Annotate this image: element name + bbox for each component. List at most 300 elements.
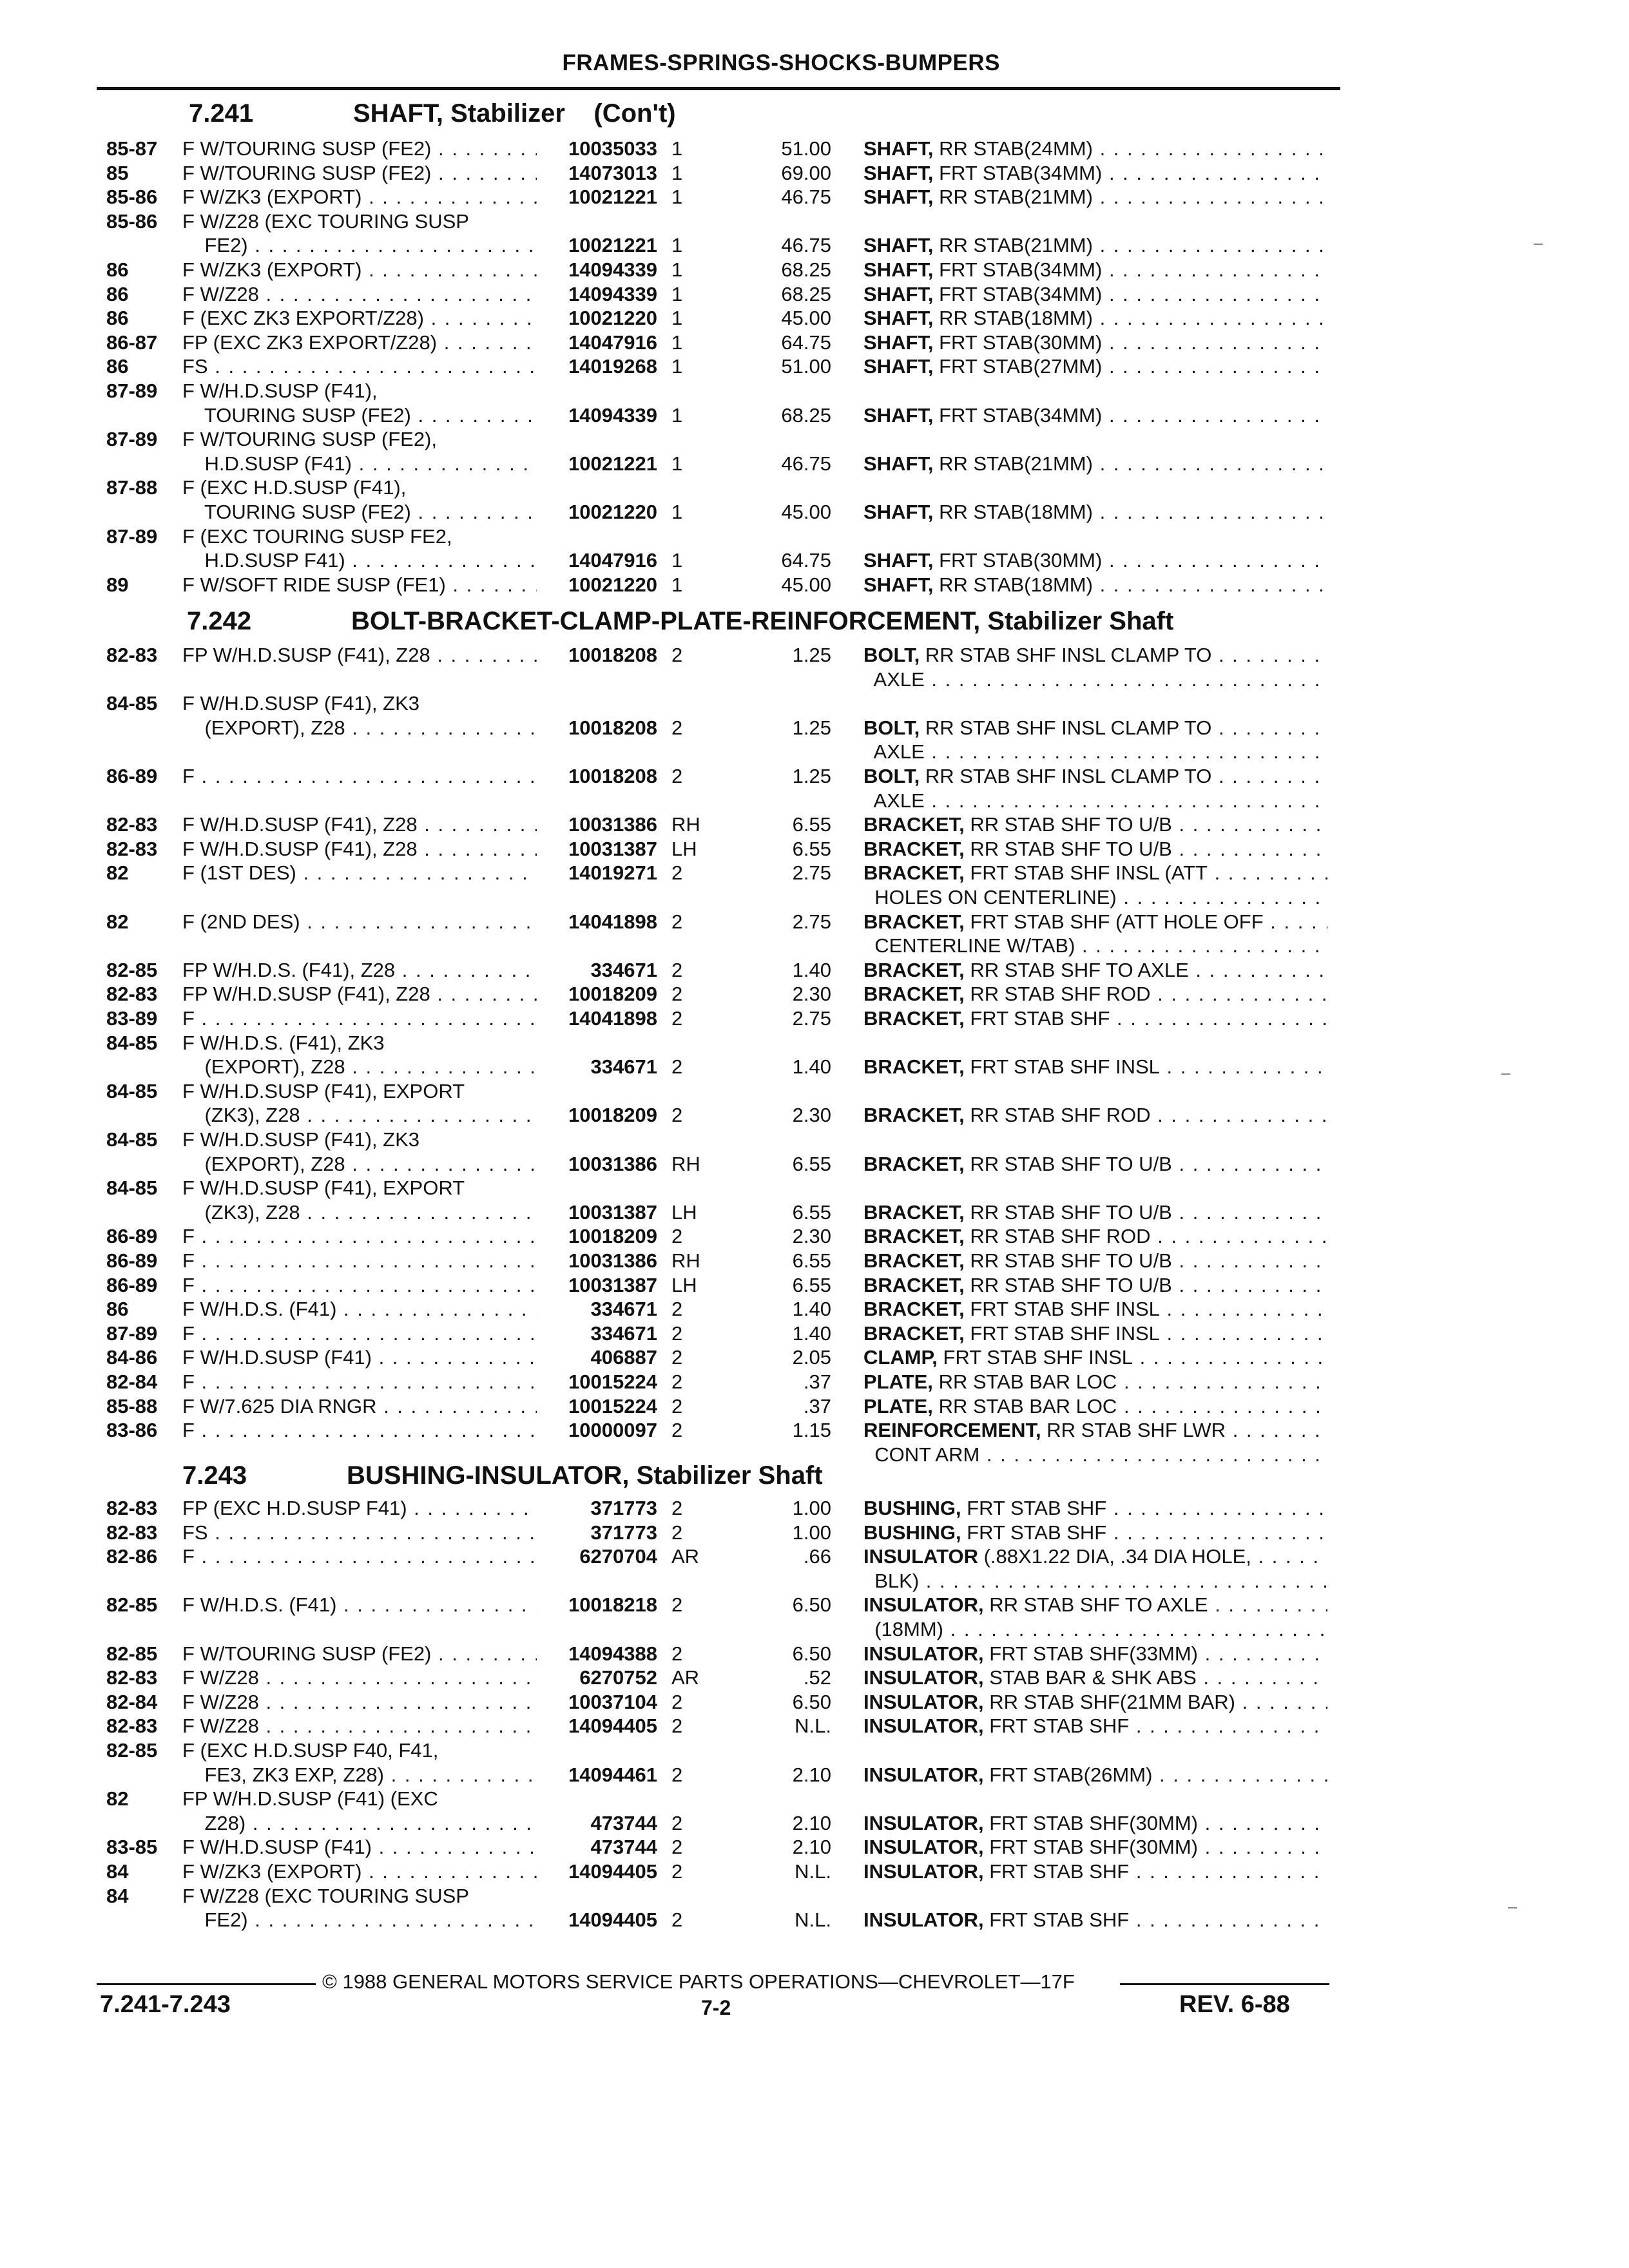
part-detail: FRT STAB(34MM) [939, 403, 1103, 427]
application: FE2) . . . [182, 1908, 537, 1932]
copyright-notice: © 1988 GENERAL MOTORS SERVICE PARTS OPERATIONS—CHEVROLET—17F [322, 1970, 1075, 1993]
application: F (1ST DES) . . . [182, 861, 537, 885]
application: F . . . [182, 1006, 537, 1031]
part-noun: BRACKET, [863, 813, 965, 836]
part-description [863, 1642, 1327, 1666]
part-number: 14047916 [568, 549, 657, 572]
part-description [863, 185, 1327, 209]
quantity: 1 [671, 161, 683, 184]
part-number: 371773 [590, 1497, 657, 1519]
part-description [863, 837, 1327, 861]
part-noun: INSULATOR [863, 1545, 978, 1568]
part-description [863, 910, 1327, 934]
application: TOURING SUSP (FE2) . . . [182, 403, 537, 428]
part-description [863, 1714, 1327, 1738]
price: 1.00 [792, 1497, 831, 1519]
part-description [863, 982, 1327, 1006]
part-description [863, 548, 1327, 573]
part-noun: BRACKET, [863, 983, 965, 1006]
model-years: 83-89 [106, 1007, 158, 1030]
part-number: 10018209 [568, 1104, 657, 1127]
part-detail: FRT STAB SHF [967, 1521, 1107, 1544]
part-detail: RR STAB SHF LWR [1046, 1419, 1226, 1442]
quantity: 1 [671, 186, 683, 209]
part-detail: AXLE [863, 740, 925, 764]
model-years: 86-89 [106, 1273, 158, 1296]
quantity: 2 [671, 1104, 683, 1127]
part-number: 10021221 [568, 234, 657, 257]
price: 6.50 [792, 1690, 831, 1713]
part-detail: RR STAB(21MM) [939, 234, 1093, 257]
part-number: 10021221 [568, 186, 657, 209]
part-noun: BRACKET, [863, 1249, 965, 1272]
part-detail: FRT STAB(34MM) [939, 258, 1103, 281]
part-description [863, 1763, 1327, 1787]
model-years: 86 [106, 307, 129, 330]
model-years: 86-89 [106, 1225, 158, 1248]
model-years: 86-89 [106, 765, 158, 787]
price: 46.75 [781, 234, 831, 257]
application: F W/H.D.SUSP (F41), ZK3 [182, 1128, 420, 1151]
part-noun: BOLT, [863, 716, 920, 739]
model-years: 84-86 [106, 1346, 158, 1369]
part-detail: FRT STAB SHF INSL [970, 1321, 1160, 1345]
quantity: LH [671, 1200, 697, 1224]
part-detail: RR STAB(18MM) [939, 573, 1093, 596]
model-years: 82 [106, 861, 129, 885]
part-number: 10031387 [568, 1273, 657, 1296]
application: Z28) . . . [182, 1811, 537, 1836]
part-description [863, 861, 1327, 885]
application: F W/H.D.SUSP (F41), EXPORT [182, 1079, 465, 1102]
quantity: 2 [671, 716, 683, 739]
part-noun: INSULATOR, [863, 1811, 984, 1834]
price: 2.10 [792, 1763, 831, 1786]
part-number: 10015224 [568, 1370, 657, 1393]
part-number: 14094339 [568, 403, 657, 427]
model-years: 87-89 [106, 428, 158, 451]
application: F W/H.D.SUSP (F41), ZK3 [182, 692, 420, 715]
quantity: RH [671, 1249, 700, 1272]
part-noun: SHAFT, [863, 137, 934, 160]
part-number: 14041898 [568, 1007, 657, 1030]
price: 2.75 [792, 910, 831, 933]
application: FP W/H.D.S. (F41), Z28 . . . [182, 958, 537, 983]
quantity: 2 [671, 1860, 683, 1883]
price: 1.00 [792, 1521, 831, 1544]
part-detail: FRT STAB SHF [989, 1715, 1130, 1738]
part-description [863, 1835, 1327, 1860]
part-detail: RR STAB(24MM) [939, 137, 1093, 160]
application: F W/Z28 . . . [182, 1666, 537, 1690]
part-noun: BOLT, [863, 644, 920, 666]
part-description [863, 573, 1327, 597]
application: F W/H.D.S. (F41) . . . [182, 1297, 537, 1321]
price: 1.25 [792, 644, 831, 666]
application: F W/H.D.SUSP (F41) . . . [182, 1345, 537, 1370]
quantity: LH [671, 837, 697, 860]
quantity: 2 [671, 1419, 683, 1442]
part-description [863, 1006, 1327, 1031]
part-description [863, 1345, 1327, 1370]
quantity: 1 [671, 258, 683, 281]
application: F W/Z28 (EXC TOURING SUSP [182, 1884, 469, 1907]
part-noun: BRACKET, [863, 1200, 965, 1224]
quantity: 2 [671, 958, 683, 981]
part-detail: AXLE [863, 789, 925, 812]
part-noun: INSULATOR, [863, 1690, 984, 1713]
part-detail: RR STAB BAR LOC [938, 1394, 1117, 1418]
quantity: 2 [671, 1497, 683, 1519]
quantity: AR [671, 1666, 700, 1689]
part-noun: INSULATOR, [863, 1593, 984, 1617]
part-description [863, 1224, 1327, 1249]
part-description [863, 1321, 1327, 1346]
part-detail: RR STAB SHF TO U/B [970, 1249, 1172, 1272]
model-years: 85 [106, 161, 129, 184]
part-description [863, 1152, 1327, 1177]
application: (ZK3), Z28 . . . [182, 1103, 537, 1128]
model-years: 86 [106, 355, 129, 378]
part-detail: RR STAB SHF ROD [970, 1225, 1151, 1248]
part-number: 473744 [590, 1836, 657, 1859]
part-noun: INSULATOR, [863, 1836, 984, 1859]
part-number: 6270752 [579, 1666, 657, 1689]
part-detail: STAB BAR & SHK ABS [989, 1666, 1197, 1689]
part-noun: SHAFT, [863, 234, 934, 257]
part-detail: FRT STAB SHF [989, 1860, 1130, 1883]
price: 6.55 [792, 1152, 831, 1175]
model-years: 85-87 [106, 137, 158, 160]
part-description [863, 1443, 1327, 1467]
part-detail: RR STAB(18MM) [939, 307, 1093, 330]
price: 2.75 [792, 861, 831, 885]
part-noun: SHAFT, [863, 282, 934, 305]
part-noun: BRACKET, [863, 1298, 965, 1321]
part-description [863, 1103, 1327, 1128]
price: 51.00 [781, 137, 831, 160]
part-description [863, 1521, 1327, 1545]
part-noun: SHAFT, [863, 452, 934, 475]
part-number: 14094405 [568, 1908, 657, 1932]
part-noun: BRACKET, [863, 1055, 965, 1079]
part-noun: INSULATOR, [863, 1642, 984, 1665]
part-description [863, 668, 1327, 692]
part-detail: RR STAB SHF TO U/B [970, 1152, 1172, 1175]
part-number: 10021220 [568, 307, 657, 330]
part-noun: INSULATOR, [863, 1715, 984, 1738]
part-noun: BRACKET, [863, 1321, 965, 1345]
part-detail: FRT STAB SHF INSL [970, 1298, 1160, 1321]
part-detail: FRT STAB SHF INSL (ATT [970, 861, 1208, 885]
price: .66 [803, 1545, 831, 1568]
section-number: 7.242 [187, 607, 252, 635]
application: (EXPORT), Z28 . . . [182, 716, 537, 740]
model-years: 84-85 [106, 1128, 158, 1151]
part-number: 14041898 [568, 910, 657, 933]
model-years: 82 [106, 910, 129, 933]
part-number: 14019268 [568, 355, 657, 378]
part-noun: SHAFT, [863, 403, 934, 427]
part-number: 10018209 [568, 983, 657, 1006]
price: N.L. [795, 1715, 831, 1738]
application: F (EXC H.D.SUSP (F41), [182, 476, 407, 499]
application: F W/H.D.SUSP (F41), [182, 380, 378, 402]
part-detail: RR STAB SHF ROD [970, 1104, 1151, 1127]
section-title: BOLT-BRACKET-CLAMP-PLATE-REINFORCEMENT, Stabilizer Shaft [351, 607, 1174, 635]
part-detail: FRT STAB SHF [970, 1007, 1110, 1030]
price: 6.55 [792, 1200, 831, 1224]
footer-section-range: 7.241-7.243 [100, 1991, 231, 2018]
part-noun: INSULATOR, [863, 1666, 984, 1689]
price: 2.30 [792, 1225, 831, 1248]
part-noun: REINFORCEMENT, [863, 1419, 1041, 1442]
part-description [863, 812, 1327, 837]
part-number: 406887 [590, 1346, 657, 1369]
part-number: 10018208 [568, 644, 657, 666]
quantity: 2 [671, 1763, 683, 1786]
application: F W/ZK3 (EXPORT) . . . [182, 1860, 537, 1884]
model-years: 82-84 [106, 1690, 158, 1713]
application: H.D.SUSP F41) . . . [182, 548, 537, 573]
part-description [863, 764, 1327, 789]
part-description [863, 452, 1327, 476]
application: F W/TOURING SUSP (FE2) . . . [182, 137, 537, 161]
section-number: 7.243 [182, 1461, 247, 1490]
application: FP (EXC H.D.SUSP F41) . . . [182, 1496, 537, 1521]
model-years: 84-85 [106, 692, 158, 715]
part-noun: SHAFT, [863, 307, 934, 330]
part-detail: FRT STAB SHF(30MM) [989, 1811, 1199, 1834]
application: FP W/H.D.SUSP (F41), Z28 . . . [182, 982, 537, 1006]
part-detail: RR STAB BAR LOC [938, 1370, 1117, 1393]
model-years: 82-83 [106, 644, 158, 666]
application: F W/Z28 . . . [182, 1714, 537, 1738]
model-years: 82-83 [106, 1521, 158, 1544]
part-detail: RR STAB SHF TO U/B [970, 813, 1172, 836]
application: F . . . [182, 1224, 537, 1249]
part-number: 10000097 [568, 1419, 657, 1442]
quantity: 2 [671, 1715, 683, 1738]
part-noun: BUSHING, [863, 1497, 961, 1519]
part-noun: SHAFT, [863, 331, 934, 354]
part-detail: AXLE [863, 668, 925, 691]
quantity: 1 [671, 282, 683, 305]
part-noun: SHAFT, [863, 186, 934, 209]
quantity: 1 [671, 549, 683, 572]
part-detail: RR STAB SHF INSL CLAMP TO [925, 644, 1212, 666]
price: N.L. [795, 1908, 831, 1932]
part-description [863, 258, 1327, 282]
part-noun: SHAFT, [863, 573, 934, 596]
part-number: 334671 [590, 1321, 657, 1345]
part-detail: FRT STAB SHF INSL [943, 1346, 1133, 1369]
section-title: BUSHING-INSULATOR, Stabilizer Shaft [347, 1461, 823, 1490]
part-detail: RR STAB SHF TO AXLE [970, 958, 1189, 981]
part-detail: FRT STAB(27MM) [939, 355, 1103, 378]
application: F . . . [182, 764, 537, 789]
quantity: 2 [671, 644, 683, 666]
part-detail: RR STAB SHF INSL CLAMP TO [925, 765, 1212, 787]
price: 1.40 [792, 1055, 831, 1079]
price: 68.25 [781, 403, 831, 427]
application: FP W/H.D.SUSP (F41) (EXC [182, 1787, 438, 1811]
part-description [863, 789, 1327, 813]
quantity: RH [671, 813, 700, 836]
part-description [863, 643, 1327, 668]
part-description [863, 282, 1327, 307]
application: (EXPORT), Z28 . . . [182, 1055, 537, 1079]
part-detail: RR STAB(18MM) [939, 501, 1093, 523]
application: F (EXC ZK3 EXPORT/Z28) . . . [182, 306, 537, 331]
part-noun: SHAFT, [863, 355, 934, 378]
part-description [863, 137, 1327, 161]
part-number: 6270704 [579, 1545, 657, 1568]
part-detail: RR STAB SHF TO U/B [970, 1200, 1172, 1224]
part-number: 10018208 [568, 765, 657, 787]
part-detail: RR STAB SHF TO U/B [970, 837, 1172, 860]
model-years: 86 [106, 258, 129, 281]
part-number: 14094339 [568, 258, 657, 281]
part-detail: RR STAB SHF ROD [970, 983, 1151, 1006]
part-number: 14019271 [568, 861, 657, 885]
part-number: 10021221 [568, 452, 657, 475]
price: 45.00 [781, 307, 831, 330]
part-detail: RR STAB SHF TO U/B [970, 1273, 1172, 1296]
part-number: 10015224 [568, 1394, 657, 1418]
price: 51.00 [781, 355, 831, 378]
part-description [863, 1569, 1327, 1593]
model-years: 82 [106, 1787, 129, 1811]
part-number: 10031387 [568, 1200, 657, 1224]
part-detail: FRT STAB(34MM) [939, 161, 1103, 184]
model-years: 82-86 [106, 1545, 158, 1568]
quantity: 1 [671, 137, 683, 160]
price: .52 [803, 1666, 831, 1689]
application: F (EXC TOURING SUSP FE2, [182, 524, 452, 548]
quantity: 2 [671, 1908, 683, 1932]
quantity: 2 [671, 1321, 683, 1345]
model-years: 84 [106, 1884, 129, 1907]
application: F . . . [182, 1370, 537, 1394]
margin-mark [1534, 244, 1543, 245]
model-years: 82-84 [106, 1370, 158, 1393]
application: FP W/H.D.SUSP (F41), Z28 . . . [182, 643, 537, 668]
model-years: 85-88 [106, 1394, 158, 1418]
price: 46.75 [781, 452, 831, 475]
part-description [863, 1593, 1327, 1617]
price: 64.75 [781, 331, 831, 354]
part-detail: CENTERLINE W/TAB) [863, 934, 1075, 957]
part-number: 10018208 [568, 716, 657, 739]
part-detail: RR STAB SHF TO AXLE [989, 1593, 1208, 1617]
part-number: 10031386 [568, 1249, 657, 1272]
part-noun: CLAMP, [863, 1346, 938, 1369]
part-noun: BRACKET, [863, 861, 965, 885]
model-years: 87-89 [106, 380, 158, 402]
price: 69.00 [781, 161, 831, 184]
part-description [863, 354, 1327, 379]
application: TOURING SUSP (FE2) . . . [182, 500, 537, 524]
price: .37 [803, 1370, 831, 1393]
margin-mark [1501, 1073, 1510, 1075]
part-description [863, 306, 1327, 331]
quantity: 2 [671, 1521, 683, 1544]
part-noun: INSULATOR, [863, 1860, 984, 1883]
application: F W/TOURING SUSP (FE2) . . . [182, 1642, 537, 1666]
price: 46.75 [781, 186, 831, 209]
part-noun: PLATE, [863, 1370, 933, 1393]
model-years: 82-85 [106, 1739, 158, 1762]
model-years: 82-83 [106, 1497, 158, 1519]
model-years: 82-83 [106, 1715, 158, 1738]
application: F W/TOURING SUSP (FE2), [182, 428, 437, 451]
part-detail: FRT STAB(30MM) [939, 549, 1103, 572]
price: 2.75 [792, 1007, 831, 1030]
model-years: 82-83 [106, 837, 158, 860]
part-number: 14094388 [568, 1642, 657, 1665]
part-noun: BRACKET, [863, 910, 965, 933]
price: 68.25 [781, 282, 831, 305]
part-number: 334671 [590, 1298, 657, 1321]
part-number: 14094405 [568, 1715, 657, 1738]
part-number: 473744 [590, 1811, 657, 1834]
part-description [863, 161, 1327, 186]
application: F W/7.625 DIA RNGR . . . [182, 1394, 537, 1419]
model-years: 86-87 [106, 331, 158, 354]
quantity: 1 [671, 331, 683, 354]
price: 2.30 [792, 1104, 831, 1127]
model-years: 84-85 [106, 1177, 158, 1200]
part-detail: RR STAB SHF(21MM BAR) [989, 1690, 1235, 1713]
quantity: 2 [671, 861, 683, 885]
application: F W/H.D.SUSP (F41), Z28 . . . [182, 812, 537, 837]
part-noun: INSULATOR, [863, 1763, 984, 1786]
price: 2.05 [792, 1346, 831, 1369]
model-years: 89 [106, 573, 129, 596]
application: F (2ND DES) . . . [182, 910, 537, 934]
quantity: 2 [671, 1811, 683, 1834]
price: 1.40 [792, 1298, 831, 1321]
quantity: 2 [671, 1642, 683, 1665]
part-noun: SHAFT, [863, 258, 934, 281]
quantity: AR [671, 1545, 700, 1568]
model-years: 82-83 [106, 1666, 158, 1689]
part-detail: RR STAB SHF INSL CLAMP TO [925, 716, 1212, 739]
part-description [863, 885, 1327, 910]
part-description [863, 1055, 1327, 1079]
quantity: 1 [671, 403, 683, 427]
part-description [863, 934, 1327, 958]
part-description [863, 1370, 1327, 1394]
application: F . . . [182, 1321, 537, 1346]
price: 1.40 [792, 958, 831, 981]
model-years: 87-89 [106, 1321, 158, 1345]
application: FS . . . [182, 1521, 537, 1545]
quantity: LH [671, 1273, 697, 1296]
model-years: 85-86 [106, 209, 158, 233]
application: F W/Z28 . . . [182, 1690, 537, 1715]
part-noun: BOLT, [863, 765, 920, 787]
section-number: 7.241 [189, 99, 254, 128]
model-years: 86 [106, 1298, 129, 1321]
application: (EXPORT), Z28 . . . [182, 1152, 537, 1177]
quantity: 2 [671, 1225, 683, 1248]
part-noun: SHAFT, [863, 161, 934, 184]
part-noun: BRACKET, [863, 1007, 965, 1030]
part-detail: (.88X1.22 DIA, .34 DIA HOLE, [983, 1545, 1251, 1568]
part-noun: BRACKET, [863, 1104, 965, 1127]
